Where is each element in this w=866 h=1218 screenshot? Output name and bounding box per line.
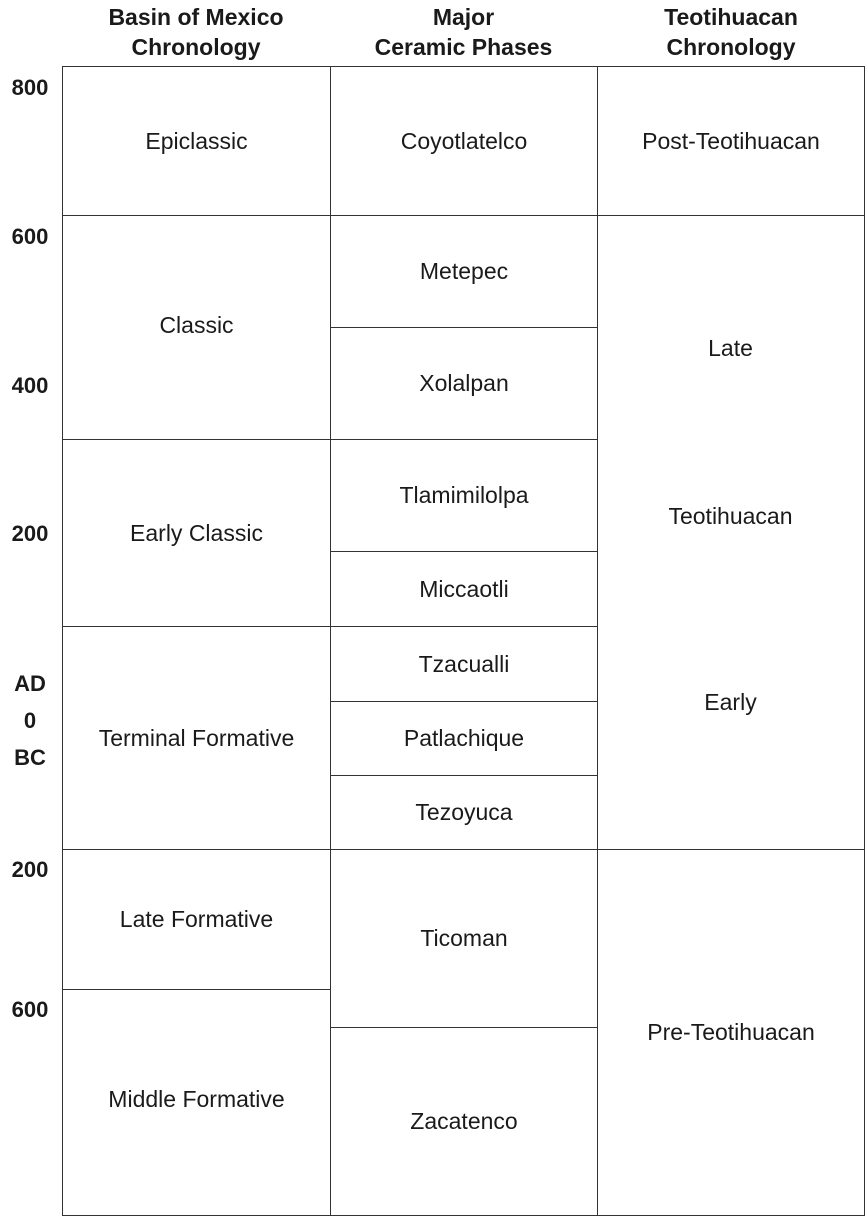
header-basin-line2: Chronology <box>131 34 261 60</box>
ceramic-patlachique <box>330 701 598 776</box>
tick-400: 400 <box>11 373 49 398</box>
tick-ad: AD <box>14 671 46 696</box>
ceramic-tlamimilolpa <box>330 439 598 552</box>
basin-middle-formative-label: Middle Formative <box>108 1086 285 1112</box>
tick-zero: 0 <box>23 708 37 733</box>
ceramic-tezoyuca-label: Tezoyuca <box>415 799 513 825</box>
ceramic-zacatenco <box>330 1027 598 1216</box>
header-basin-chronology <box>62 2 330 62</box>
basin-late-formative <box>62 849 331 990</box>
ceramic-xolalpan <box>330 327 598 440</box>
tick-200-ad: 200 <box>11 521 49 546</box>
ceramic-ticoman <box>330 849 598 1028</box>
tick-600-ad: 600 <box>11 224 49 249</box>
teo-pre-teotihuacan <box>597 849 865 1216</box>
tick-bc: BC <box>14 745 46 770</box>
basin-epiclassic <box>62 66 331 216</box>
ceramic-zacatenco-label: Zacatenco <box>410 1108 518 1134</box>
ceramic-tzacualli-label: Tzacualli <box>418 650 510 677</box>
tick-800: 800 <box>11 75 49 100</box>
header-ceramic-phases <box>330 2 597 62</box>
tick-200-bc: 200 <box>11 857 49 882</box>
basin-terminal-formative-label: Terminal Formative <box>98 724 295 751</box>
teo-teotihuacan-label: Teotihuacan <box>668 503 793 529</box>
tick-600-bc: 600 <box>11 997 49 1022</box>
ceramic-tezoyuca <box>330 775 598 850</box>
ceramic-coyotlatelco <box>330 66 598 216</box>
ceramic-metepec <box>330 215 598 328</box>
teo-post-teotihuacan-label: Post-Teotihuacan <box>642 127 820 154</box>
teo-late-label: Late <box>708 335 753 361</box>
basin-terminal-formative <box>62 626 331 850</box>
teo-early-label: Early <box>704 689 757 715</box>
header-basin-line1: Basin of Mexico <box>108 4 284 30</box>
teo-post-teotihuacan <box>597 66 865 216</box>
teotihuacan-column <box>597 66 865 1216</box>
header-ceramic-line1: Major <box>432 4 495 30</box>
basin-late-formative-label: Late Formative <box>119 906 274 932</box>
basin-epiclassic-label: Epiclassic <box>145 127 248 154</box>
teo-teotihuacan-period <box>597 215 865 850</box>
basin-early-classic <box>62 439 331 627</box>
ceramic-miccaotli-label: Miccaotli <box>419 575 509 602</box>
basin-classic-label: Classic <box>159 312 234 338</box>
ceramic-tlamimilolpa-label: Tlamimilolpa <box>399 482 529 508</box>
ceramic-patlachique-label: Patlachique <box>403 725 525 751</box>
basin-early-classic-label: Early Classic <box>130 519 263 546</box>
header-teotihuacan-chronology <box>597 2 865 62</box>
header-teotihuacan-line2: Chronology <box>666 34 796 60</box>
ceramic-miccaotli <box>330 551 598 627</box>
ceramic-metepec-label: Metepec <box>419 258 509 284</box>
basin-middle-formative <box>62 989 331 1216</box>
teo-pre-teotihuacan-label: Pre-Teotihuacan <box>647 1019 815 1045</box>
ceramic-ticoman-label: Ticoman <box>420 925 508 951</box>
header-teotihuacan-line1: Teotihuacan <box>664 4 798 30</box>
basin-classic <box>62 215 331 440</box>
ceramic-coyotlatelco-label: Coyotlatelco <box>400 127 528 154</box>
ceramic-tzacualli <box>330 626 598 702</box>
header-ceramic-line2: Ceramic Phases <box>374 34 553 60</box>
ceramic-xolalpan-label: Xolalpan <box>419 370 509 396</box>
